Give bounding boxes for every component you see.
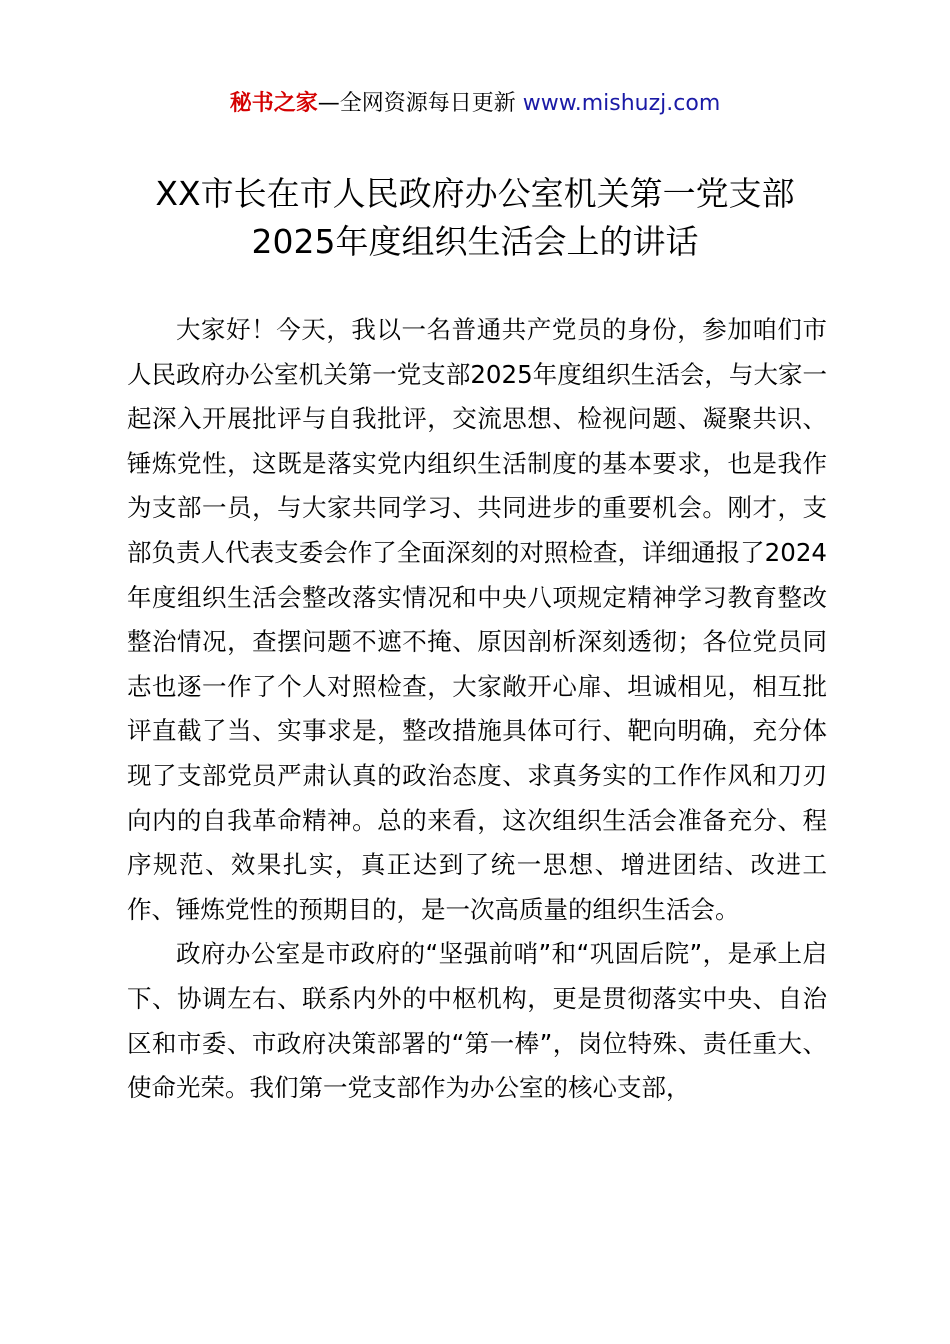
title-line-1: XX市长在市人民政府办公室机关第一党支部 [155,174,795,213]
paragraph-1: 大家好！今天，我以一名普通共产党员的身份，参加咱们市人民政府办公室机关第一党支部2025年度组织生活会，与大家一起深入开展批评与自我批评，交流思想、检视问题、凝聚共识、锤炼党性，这既是落实党内组织生活制度的基本要求，也是我作为支部一员，与大家共同学习、共同进步的重要机会。刚才，支部负责人代表支委会作了全面深刻的对照检查，详细通报了2024年度组织生活会整改落实情况和中央八项规定精神学习教育整改整治情况，查摆问题不遮不掩、原因剖析深刻透彻；各位党员同志也逐一作了个人对照检查，大家敞开心扉、坦诚相见，相互批评直截了当、实事求是，整改措施具体可行、靶向明确，充分体现了支部党员严肃认真的政治态度、求真务实的工作作风和刀刃向内的自我革命精神。总的来看，这次组织生活会准备充分、程序规范、效果扎实，真正达到了统一思想、增进团结、改进工作、锤炼党性的预期目的，是一次高质量的组织生活会。 [127,315,827,924]
header-tagline: —全网资源每日更新 [317,91,516,116]
title-line-2: 2025年度组织生活会上的讲话 [251,222,699,261]
speech-body [127,308,827,1111]
paragraph-2: 政府办公室是市政府的“坚强前哨”和“巩固后院”，是承上启下、协调左右、联系内外的中枢机构，更是贯彻落实中央、自治区和市委、市政府决策部署的“第一棒”，岗位特殊、责任重大、使命光荣。我们第一党支部作为办公室的核心支部， [127,939,827,1103]
document-title [60,170,890,266]
site-url-link[interactable]: www.mishuzj.com [522,91,721,116]
brand-name: 秘书之家 [229,91,318,116]
site-header [0,88,950,120]
